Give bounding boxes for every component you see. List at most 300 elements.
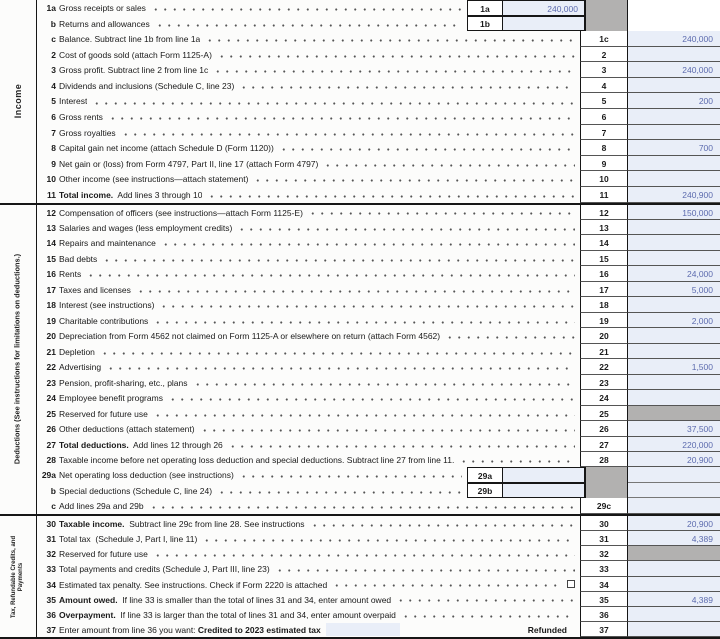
dotted-leader bbox=[308, 205, 575, 220]
form-row-4 bbox=[37, 78, 720, 94]
line-14-label bbox=[59, 235, 156, 250]
form-row-1c bbox=[37, 31, 720, 47]
line-21-label bbox=[59, 344, 95, 359]
line-5-right-number: 5 bbox=[580, 93, 628, 109]
line-15-label bbox=[59, 251, 97, 266]
line-35-number: 35 bbox=[46, 594, 56, 605]
dotted-leader bbox=[153, 313, 575, 328]
dotted-leader bbox=[239, 78, 575, 94]
line-1b-amount-field[interactable] bbox=[503, 16, 585, 32]
line-label-text: Cost of goods sold (attach Form 1125-A) bbox=[59, 49, 212, 60]
line-8-number: 8 bbox=[51, 143, 56, 154]
line-label-text: Rents bbox=[59, 269, 82, 280]
line-7-label bbox=[59, 125, 116, 141]
line-24-right-number: 24 bbox=[580, 390, 628, 405]
line-7-right-number: 7 bbox=[580, 125, 628, 141]
line-17-label bbox=[59, 282, 131, 297]
form-row-24 bbox=[37, 390, 720, 405]
line-35-amount-field[interactable]: 4,389 bbox=[628, 592, 720, 607]
line-label-text: Pension, profit-sharing, etc., plans bbox=[59, 377, 188, 388]
line-label-bold: Taxable income. bbox=[59, 519, 125, 529]
line-19-label bbox=[59, 313, 148, 328]
line-11-right-number: 11 bbox=[580, 187, 628, 203]
line-13-amount-field[interactable] bbox=[628, 220, 720, 235]
line-3-number: 3 bbox=[51, 65, 56, 76]
line-29a-amount-field[interactable] bbox=[503, 467, 585, 482]
line-35-label bbox=[59, 592, 391, 607]
line-label-text: Reserved for future use bbox=[59, 549, 148, 560]
section-rows-income bbox=[37, 0, 720, 203]
line-32-number: 32 bbox=[46, 549, 56, 560]
form-row-20 bbox=[37, 328, 720, 343]
line-9-label bbox=[59, 156, 318, 172]
line-label-bold: Total deductions. bbox=[59, 439, 129, 450]
line-23-amount-field[interactable] bbox=[628, 375, 720, 390]
line-29c-amount-field[interactable] bbox=[628, 498, 720, 513]
line-18-label bbox=[59, 297, 154, 312]
line-19-number: 19 bbox=[46, 315, 56, 326]
line-16-number: 16 bbox=[46, 269, 56, 280]
line-12-number: 12 bbox=[46, 207, 56, 218]
line-10-label bbox=[59, 171, 248, 187]
line-label-text: Gross receipts or sales bbox=[59, 3, 146, 13]
line-16-right-number: 16 bbox=[580, 266, 628, 281]
line-label-text: Compensation of officers (see instructions—attach Form 1125-E) bbox=[59, 207, 303, 218]
line-label-text: Dividends and inclusions (Schedule C, line 23) bbox=[59, 80, 235, 91]
line-label-text: Interest (see instructions) bbox=[59, 300, 155, 311]
line-21-right-number: 21 bbox=[580, 344, 628, 359]
line-24-amount-field[interactable] bbox=[628, 390, 720, 405]
line-15-number: 15 bbox=[46, 253, 56, 264]
dotted-leader bbox=[396, 592, 575, 607]
line-7-number: 7 bbox=[51, 127, 56, 138]
line-23-label bbox=[59, 375, 188, 390]
line-28-right-number: 28 bbox=[580, 452, 628, 467]
line-label-text: Reserved for future use bbox=[59, 408, 148, 419]
form-row-13 bbox=[37, 220, 720, 235]
line-26-amount-field[interactable]: 37,500 bbox=[628, 421, 720, 436]
line-29a-label bbox=[59, 467, 234, 482]
line-24-number: 24 bbox=[46, 393, 56, 404]
dotted-leader bbox=[279, 140, 575, 156]
dotted-leader bbox=[136, 282, 575, 297]
line-5-number: 5 bbox=[51, 96, 56, 107]
line-23-number: 23 bbox=[46, 377, 56, 388]
line-33-label bbox=[59, 561, 270, 576]
line-12-label bbox=[59, 205, 303, 220]
line-11-label bbox=[59, 187, 202, 203]
line-29c-number: c bbox=[51, 501, 56, 512]
line-31-right-number: 31 bbox=[580, 531, 628, 546]
line-2-right-number: 2 bbox=[580, 47, 628, 63]
dotted-leader bbox=[205, 31, 575, 47]
section-rows-deductions bbox=[37, 205, 720, 515]
line-31-number: 31 bbox=[46, 534, 56, 545]
line-26-label bbox=[59, 421, 195, 436]
line-26-number: 26 bbox=[46, 424, 56, 435]
line-29c-right-number: 29c bbox=[580, 498, 628, 513]
form-row-14 bbox=[37, 235, 720, 250]
line-22-label bbox=[59, 359, 101, 374]
line-6-label bbox=[59, 109, 103, 125]
line-36-amount-field[interactable] bbox=[628, 607, 720, 622]
line-25-right-number: 25 bbox=[580, 406, 628, 421]
line-22-right-number: 22 bbox=[580, 359, 628, 374]
dotted-leader bbox=[92, 93, 575, 109]
form-row-37 bbox=[37, 622, 720, 637]
line-17-right-number: 17 bbox=[580, 282, 628, 297]
line-37-credited-amount-field[interactable] bbox=[326, 623, 400, 636]
line-1b-box-label: 1b bbox=[467, 16, 503, 32]
form-row-22 bbox=[37, 359, 720, 374]
line-8-amount-field[interactable]: 700 bbox=[628, 140, 720, 156]
shaded-cell bbox=[585, 0, 628, 16]
form-row-36 bbox=[37, 607, 720, 622]
form-row-29b bbox=[37, 483, 720, 498]
form-row-30 bbox=[37, 516, 720, 531]
line-3-label bbox=[59, 62, 208, 78]
line-12-right-number: 12 bbox=[580, 205, 628, 220]
line-label-text: Gross rents bbox=[59, 112, 103, 123]
dotted-leader bbox=[200, 421, 575, 436]
line-label-text: Interest bbox=[59, 96, 88, 107]
line-23-right-number: 23 bbox=[580, 375, 628, 390]
form-row-29a bbox=[37, 467, 720, 482]
section-label-income: Income bbox=[12, 83, 23, 119]
line-22-amount-field[interactable]: 1,500 bbox=[628, 359, 720, 374]
dotted-leader bbox=[151, 0, 462, 16]
line-9-amount-field[interactable] bbox=[628, 156, 720, 172]
line-20-amount-field[interactable] bbox=[628, 328, 720, 343]
line-14-right-number: 14 bbox=[580, 235, 628, 250]
dotted-leader bbox=[275, 561, 575, 576]
line-10-right-number: 10 bbox=[580, 171, 628, 187]
dotted-leader bbox=[332, 577, 562, 592]
line-28-number: 28 bbox=[46, 455, 56, 465]
dotted-leader bbox=[207, 187, 575, 203]
line-label-text: Charitable contributions bbox=[59, 315, 149, 326]
form-row-2 bbox=[37, 47, 720, 63]
line-10-amount-field[interactable] bbox=[628, 171, 720, 187]
line-17-amount-field[interactable]: 5,000 bbox=[628, 282, 720, 297]
line-29a-number: 29a bbox=[41, 470, 56, 481]
form-row-3 bbox=[37, 62, 720, 78]
spacer bbox=[400, 622, 528, 637]
line-1a-amount-field[interactable]: 240,000 bbox=[503, 0, 585, 16]
line-label-text: If line 33 is larger than the total of lines 31 and 34, enter amount overpaid bbox=[115, 609, 396, 620]
line-36-number: 36 bbox=[46, 609, 56, 620]
line-30-label bbox=[59, 516, 305, 531]
line-27-number: 27 bbox=[46, 439, 56, 450]
form-row-25 bbox=[37, 406, 720, 421]
line-2-number: 2 bbox=[51, 49, 56, 60]
line-29c-label bbox=[59, 498, 144, 513]
line-label-text: Add lines 29a and 29b bbox=[59, 501, 144, 512]
line-4-right-number: 4 bbox=[580, 78, 628, 94]
right-spacer bbox=[628, 0, 720, 16]
form-row-34 bbox=[37, 577, 720, 592]
line-18-amount-field[interactable] bbox=[628, 297, 720, 312]
line-label-text: Other income (see instructions—attach statement) bbox=[59, 174, 249, 185]
line-29b-amount-field[interactable] bbox=[503, 483, 585, 498]
dotted-leader bbox=[239, 467, 462, 482]
line-1c-amount-field[interactable]: 240,000 bbox=[628, 31, 720, 47]
line-label-text: Subtract line 29c from line 28. See instructions bbox=[124, 519, 305, 529]
line-10-number: 10 bbox=[46, 174, 56, 185]
line-1b-label bbox=[59, 16, 150, 32]
form-row-1b bbox=[37, 16, 720, 32]
line-label-text: Other deductions (attach statement) bbox=[59, 424, 195, 435]
line-1a-label bbox=[59, 0, 146, 16]
line-30-amount-field[interactable]: 20,900 bbox=[628, 516, 720, 531]
line-label-text: Salaries and wages (less employment credits) bbox=[59, 222, 233, 233]
line-19-right-number: 19 bbox=[580, 313, 628, 328]
line-15-right-number: 15 bbox=[580, 251, 628, 266]
line-7-amount-field[interactable] bbox=[628, 125, 720, 141]
dotted-leader bbox=[213, 62, 575, 78]
line-20-label bbox=[59, 328, 440, 343]
section-deductions bbox=[0, 203, 720, 515]
line-18-number: 18 bbox=[46, 300, 56, 311]
line-16-label bbox=[59, 266, 81, 281]
line-29a-box-label: 29a bbox=[467, 467, 503, 482]
line-label-text: Total tax (Schedule J, Part I, line 11) bbox=[59, 534, 198, 545]
line-label-bold: Overpayment. bbox=[59, 609, 116, 620]
line-31-amount-field[interactable]: 4,389 bbox=[628, 531, 720, 546]
reserved-shaded-cell bbox=[628, 546, 720, 561]
dotted-leader bbox=[161, 235, 575, 250]
line-28-amount-field[interactable]: 20,900 bbox=[628, 452, 720, 467]
line-28-label bbox=[59, 452, 454, 467]
dotted-leader bbox=[159, 297, 575, 312]
line-label-text: Gross profit. Subtract line 2 from line 1c bbox=[59, 65, 209, 76]
line-32-right-number: 32 bbox=[580, 546, 628, 561]
dotted-leader bbox=[153, 546, 575, 561]
dotted-leader bbox=[217, 483, 462, 498]
section-sidebar-income bbox=[0, 0, 37, 203]
dotted-leader bbox=[193, 375, 575, 390]
line-label-text: Net operating loss deduction (see instructions) bbox=[59, 470, 234, 481]
form-row-19 bbox=[37, 313, 720, 328]
form-row-18 bbox=[37, 297, 720, 312]
line-13-label bbox=[59, 220, 232, 235]
dotted-leader bbox=[459, 452, 575, 467]
line-27-right-number: 27 bbox=[580, 437, 628, 452]
dotted-leader bbox=[149, 498, 575, 513]
dotted-leader bbox=[86, 266, 575, 281]
form-row-26 bbox=[37, 421, 720, 436]
line-35-right-number: 35 bbox=[580, 592, 628, 607]
line-14-amount-field[interactable] bbox=[628, 235, 720, 250]
section-sidebar-tax bbox=[0, 516, 37, 637]
line-6-amount-field[interactable] bbox=[628, 109, 720, 125]
dotted-leader bbox=[253, 171, 575, 187]
dotted-leader bbox=[121, 125, 575, 141]
form-row-7 bbox=[37, 125, 720, 141]
line-11-number: 11 bbox=[47, 189, 56, 200]
line-8-right-number: 8 bbox=[580, 140, 628, 156]
line-1c-right-number: 1c bbox=[580, 31, 628, 47]
line-4-label bbox=[59, 78, 234, 94]
line-34-amount-field[interactable] bbox=[628, 577, 720, 592]
section-tax bbox=[0, 514, 720, 639]
line-3-amount-field[interactable]: 240,000 bbox=[628, 62, 720, 78]
line-36-label bbox=[59, 607, 396, 622]
line-4-amount-field[interactable] bbox=[628, 78, 720, 94]
form-row-10 bbox=[37, 171, 720, 187]
line-6-number: 6 bbox=[51, 112, 56, 123]
dotted-leader bbox=[401, 607, 575, 622]
line-label-text: Capital gain net income (attach Schedule D (Form 1120)) bbox=[59, 143, 274, 154]
line-2-label bbox=[59, 47, 212, 63]
line-label-text: Total payments and credits (Schedule J, Part III, line 23) bbox=[59, 564, 270, 575]
section-sidebar-deductions bbox=[0, 205, 37, 515]
line-22-number: 22 bbox=[46, 362, 56, 373]
line-27-label bbox=[59, 437, 223, 452]
line-label-text: Add lines 3 through 10 bbox=[113, 189, 203, 200]
line-2-amount-field[interactable] bbox=[628, 47, 720, 63]
line-20-right-number: 20 bbox=[580, 328, 628, 343]
line-label-bold: Credited to 2023 estimated tax bbox=[197, 624, 321, 635]
line-12-amount-field[interactable]: 150,000 bbox=[628, 205, 720, 220]
dotted-leader bbox=[237, 220, 575, 235]
line-29b-label bbox=[59, 483, 212, 498]
line-33-amount-field[interactable] bbox=[628, 561, 720, 576]
line-9-right-number: 9 bbox=[580, 156, 628, 172]
dotted-leader bbox=[228, 437, 575, 452]
line-25-label bbox=[59, 406, 148, 421]
line-label-text: Taxes and licenses bbox=[59, 284, 131, 295]
dotted-leader bbox=[445, 328, 575, 343]
line-3-right-number: 3 bbox=[580, 62, 628, 78]
line-label-text: Advertising bbox=[59, 362, 102, 373]
line-1a-number: 1a bbox=[46, 3, 56, 13]
line-27-amount-field[interactable]: 220,000 bbox=[628, 437, 720, 452]
line-1a-box-label: 1a bbox=[467, 0, 503, 16]
form-row-23 bbox=[37, 375, 720, 390]
form-2220-checkbox[interactable] bbox=[567, 580, 575, 588]
form-row-9 bbox=[37, 156, 720, 172]
line-label-bold: Total income. bbox=[59, 189, 114, 200]
line-29b-box-label: 29b bbox=[467, 483, 503, 498]
dotted-leader bbox=[102, 251, 575, 266]
dotted-leader bbox=[202, 531, 575, 546]
line-label-text: Taxable income before net operating loss deduction and special deductions. Subtract line 27 from line 11. bbox=[59, 455, 455, 465]
line-19-amount-field[interactable]: 2,000 bbox=[628, 313, 720, 328]
right-spacer bbox=[628, 467, 720, 482]
line-30-right-number: 30 bbox=[580, 516, 628, 531]
dotted-leader bbox=[106, 359, 575, 374]
form-row-35 bbox=[37, 592, 720, 607]
line-21-number: 21 bbox=[46, 346, 56, 357]
line-label-text: Add lines 12 through 26 bbox=[128, 439, 223, 450]
line-1c-label bbox=[59, 31, 200, 47]
form-row-27 bbox=[37, 437, 720, 452]
line-34-number: 34 bbox=[46, 579, 56, 590]
line-label-text: Estimated tax penalty. See instructions. Check if Form 2220 is attached bbox=[59, 579, 328, 590]
line-29b-number: b bbox=[50, 485, 56, 496]
line-33-number: 33 bbox=[46, 564, 56, 575]
form-row-32 bbox=[37, 546, 720, 561]
form-row-6 bbox=[37, 109, 720, 125]
shaded-cell bbox=[585, 467, 628, 482]
shaded-cell bbox=[585, 483, 628, 498]
shaded-cell bbox=[585, 16, 628, 32]
line-13-number: 13 bbox=[46, 222, 56, 233]
line-label-text: Depreciation from Form 4562 not claimed on Form 1125-A or elsewhere on return (attach Form 4562) bbox=[59, 331, 441, 342]
line-5-amount-field[interactable]: 200 bbox=[628, 93, 720, 109]
dotted-leader bbox=[310, 516, 575, 531]
dotted-leader bbox=[323, 156, 575, 172]
line-5-label bbox=[59, 93, 87, 109]
line-13-right-number: 13 bbox=[580, 220, 628, 235]
section-label-deductions: Deductions (See instructions for limitations on deductions.) bbox=[12, 254, 22, 465]
line-14-number: 14 bbox=[46, 238, 56, 249]
form-row-8 bbox=[37, 140, 720, 156]
line-label-text: Enter amount from line 36 you want: bbox=[59, 624, 198, 635]
line-17-number: 17 bbox=[46, 284, 56, 295]
right-spacer bbox=[628, 16, 720, 32]
line-label-bold: Amount owed. bbox=[59, 594, 118, 605]
line-15-amount-field[interactable] bbox=[628, 251, 720, 266]
form-row-16 bbox=[37, 266, 720, 281]
form-row-5 bbox=[37, 93, 720, 109]
dotted-leader bbox=[153, 406, 575, 421]
line-31-label bbox=[59, 531, 197, 546]
dotted-leader bbox=[155, 16, 462, 32]
line-32-label bbox=[59, 546, 148, 561]
line-18-right-number: 18 bbox=[580, 297, 628, 312]
form-row-15 bbox=[37, 251, 720, 266]
form-row-12 bbox=[37, 205, 720, 220]
line-8-label bbox=[59, 140, 274, 156]
line-label-text: Bad debts bbox=[59, 253, 98, 264]
line-label-text: Net gain or (loss) from Form 4797, Part II, line 17 (attach Form 4797) bbox=[59, 158, 319, 169]
line-33-right-number: 33 bbox=[580, 561, 628, 576]
line-25-number: 25 bbox=[46, 408, 56, 419]
line-21-amount-field[interactable] bbox=[628, 344, 720, 359]
line-label-text: Employee benefit programs bbox=[59, 393, 163, 404]
section-label-tax: Tax, Refundable Credits, and Payments bbox=[11, 535, 24, 618]
line-1c-number: c bbox=[51, 34, 56, 45]
line-30-number: 30 bbox=[46, 519, 56, 529]
line-label-text: Special deductions (Schedule C, line 24) bbox=[59, 485, 213, 496]
line-6-right-number: 6 bbox=[580, 109, 628, 125]
line-37-amount-field[interactable] bbox=[628, 622, 720, 637]
section-income bbox=[0, 0, 720, 203]
dotted-leader bbox=[217, 47, 575, 63]
right-spacer bbox=[628, 483, 720, 498]
line-26-right-number: 26 bbox=[580, 421, 628, 436]
line-37-right-number: 37 bbox=[580, 622, 628, 637]
section-rows-tax bbox=[37, 516, 720, 637]
line-16-amount-field[interactable]: 24,000 bbox=[628, 266, 720, 281]
line-label-text: Returns and allowances bbox=[59, 18, 150, 29]
line-9-number: 9 bbox=[51, 158, 56, 169]
line-label-text: Repairs and maintenance bbox=[59, 238, 156, 249]
line-1b-number: b bbox=[50, 18, 56, 29]
line-24-label bbox=[59, 390, 163, 405]
line-36-right-number: 36 bbox=[580, 607, 628, 622]
refunded-label: Refunded bbox=[527, 624, 567, 635]
line-37-label bbox=[59, 622, 321, 637]
reserved-shaded-cell bbox=[628, 406, 720, 421]
line-11-amount-field[interactable]: 240,900 bbox=[628, 187, 720, 203]
line-4-number: 4 bbox=[51, 80, 56, 91]
line-label-text: Depletion bbox=[59, 346, 95, 357]
line-label-text: If line 33 is smaller than the total of lines 31 and 34, enter amount owed bbox=[117, 594, 392, 605]
line-20-number: 20 bbox=[46, 331, 56, 342]
